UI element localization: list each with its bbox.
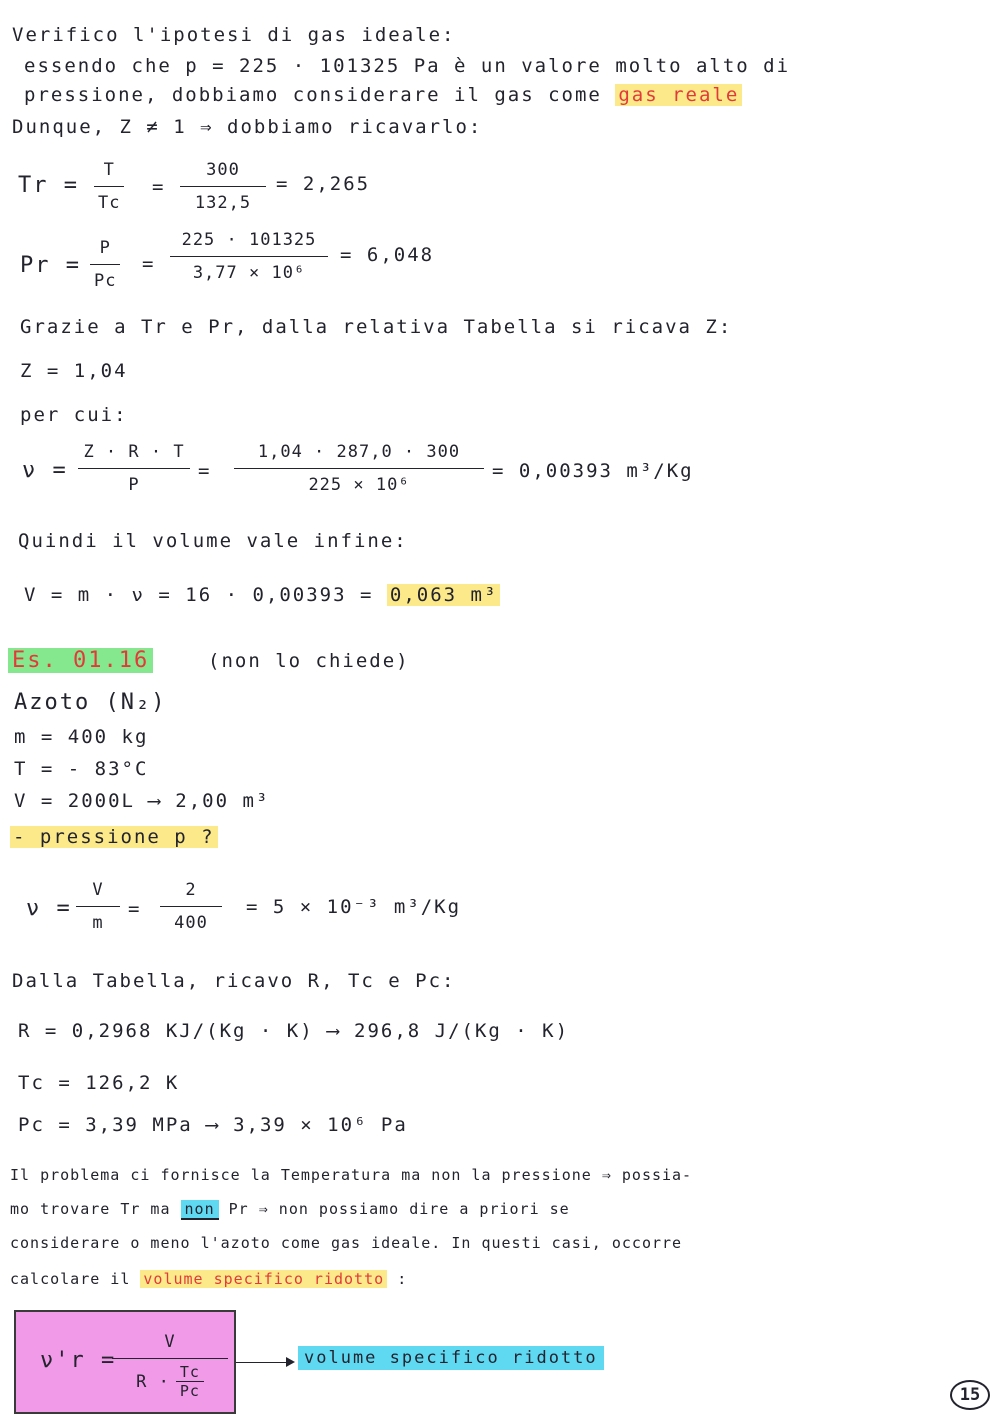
r-value-j: 296,8 J/(Kg · K) [354,1020,570,1042]
pc-value-pa: 3,39 × 10⁶ Pa [233,1114,408,1136]
v-result: = 0,00393 m³/Kg [492,460,694,482]
nu-lhs: ν = [26,896,72,921]
box-lhs: ν'r = [40,1348,117,1373]
exercise-temperature: T = - 83°C [14,758,149,780]
nu-fraction-2 [160,880,222,933]
reduced-volume-formula-box [14,1310,236,1414]
header-line-4: Dunque, Z ≠ 1 ⇒ dobbiamo ricavarlo: [12,116,483,138]
z-value-line: Z = 1,04 [20,360,128,382]
volume-specifico-ridotto-highlight: volume specifico ridotto [140,1270,387,1288]
exercise-note: (non lo chiede) [208,650,410,672]
problem-line-2-a: mo trovare Tr ma [10,1200,171,1218]
exercise-gas: Azoto (N₂) [14,690,167,715]
problem-line-1: Il problema ci fornisce la Temperatura ma non la pressione ⇒ possia- [10,1166,693,1184]
nu-f2-den: 400 [174,913,208,933]
tr-f2-num: 300 [206,160,240,180]
pr-fraction-2 [170,230,328,283]
box-num: V [164,1332,176,1352]
arrow-icon: ⟶ [206,1114,234,1136]
box-fraction [112,1332,228,1400]
arrow-icon: ⟶ [327,1020,355,1042]
gas-reale-highlight: gas reale [615,84,742,106]
box-den-pc: Pc [179,1382,200,1400]
volume-result-highlight: 0,063 m³ [387,584,501,606]
volume-intro-line: Quindi il volume vale infine: [18,530,408,552]
box-label-highlight: volume specifico ridotto [298,1346,604,1370]
exercise-question-highlight: - pressione p ? [10,826,218,848]
tr-equals: = [152,176,166,198]
page-number: 15 [950,1380,990,1410]
tr-f1-den: Tc [98,193,121,213]
pr-f1-den: Pc [94,271,117,291]
tc-value-line: Tc = 126,2 K [18,1072,180,1094]
pr-fraction-1 [90,238,120,291]
tr-f2-den: 132,5 [194,193,252,213]
header-line-3-text: pressione, dobbiamo considerare il gas come [24,84,602,106]
v-f2-num: 1,04 · 287,0 · 300 [257,442,461,462]
exercise-mass: m = 400 kg [14,726,149,748]
tr-lhs: Tr = [18,173,79,198]
pr-f2-den: 3,77 × 10⁶ [192,263,306,283]
z-intro-line: Grazie a Tr e Pr, dalla relativa Tabella si ricava Z: [20,316,733,338]
tr-fraction-2 [180,160,266,213]
nu-fraction-1 [76,880,120,933]
pr-lhs: Pr = [20,253,81,278]
exercise-title-highlight: Es. 01.16 [8,648,153,673]
exercise-volume-m3: 2,00 m³ [175,790,270,812]
arrow-head-icon [286,1357,295,1367]
box-label [298,1350,604,1367]
v-equals: = [198,460,212,482]
exercise-volume [14,792,269,811]
arrow-icon: ⟶ [148,790,176,812]
pc-value-line [18,1116,408,1135]
problem-line-3: considerare o meno l'azoto come gas ideale. In questi casi, occorre [10,1234,683,1252]
tr-result: = 2,265 [276,173,371,195]
nu-equals: = [128,898,142,920]
problem-line-4-a: calcolare il [10,1270,131,1288]
exercise-title [8,650,153,672]
volume-calc-line [24,586,500,605]
nu-result: = 5 × 10⁻³ m³/Kg [246,896,462,918]
pr-equals: = [142,253,156,275]
volume-calc-text: V = m · ν = 16 · 0,00393 = [24,584,374,606]
pr-f2-num: 225 · 101325 [181,230,317,250]
header-line-2: essendo che p = 225 · 101325 Pa è un valore molto alto di [24,55,791,77]
tr-fraction-1 [94,160,124,213]
nu-f1-den: m [92,913,104,933]
v-f1-den: P [128,475,140,495]
pc-value-mpa: Pc = 3,39 MPa [18,1114,193,1136]
non-highlight: non [181,1200,219,1220]
r-value-kj: R = 0,2968 KJ/(Kg · K) [18,1020,314,1042]
problem-line-4-b: : [397,1270,408,1288]
problem-line-4 [10,1272,407,1287]
pr-result: = 6,048 [340,244,435,266]
exercise-question [10,828,218,847]
problem-line-2-b: Pr ⇒ non possiamo dire a priori se [228,1200,570,1218]
problem-line-2 [10,1202,570,1217]
v-fraction-2 [234,442,484,495]
nu-f2-num: 2 [185,880,197,900]
header-line-3 [24,86,742,105]
v-fraction-1 [78,442,190,495]
v-f1-num: Z · R · T [83,442,185,462]
exercise-volume-liters: V = 2000L [14,790,135,812]
nu-f1-num: V [92,880,104,900]
pr-f1-num: P [99,238,111,258]
r-value-line [18,1022,569,1041]
v-f2-den: 225 × 10⁶ [308,475,410,495]
box-arrow-line [236,1362,286,1363]
per-cui-line: per cui: [20,404,128,426]
header-line-1: Verifico l'ipotesi di gas ideale: [12,24,456,46]
table-intro-line: Dalla Tabella, ricavo R, Tc e Pc: [12,970,456,992]
box-den-tc: Tc [179,1363,200,1381]
tr-f1-num: T [103,160,115,180]
box-den-r: R · [136,1371,170,1392]
v-lhs: ν = [22,458,68,483]
